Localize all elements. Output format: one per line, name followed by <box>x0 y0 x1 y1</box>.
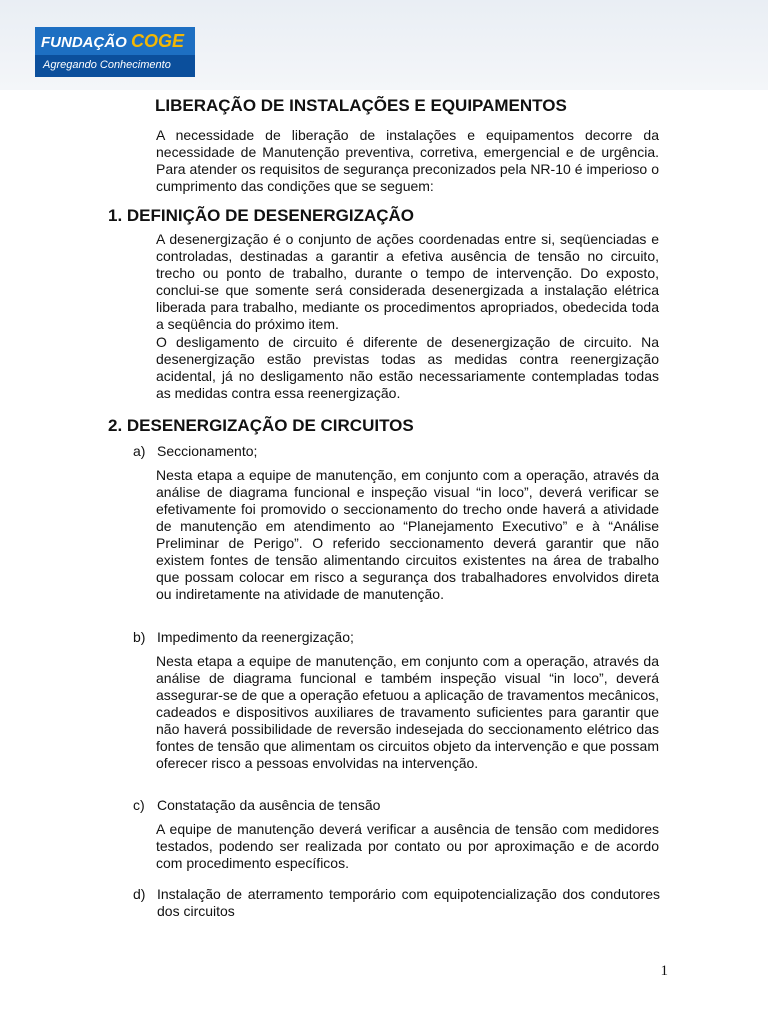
document-title: LIBERAÇÃO DE INSTALAÇÕES E EQUIPAMENTOS <box>155 96 567 115</box>
item-c-paragraph: A equipe de manutenção deverá verificar a ausência de tensão com medidores testados, podendo ser realizada por contato ou por aproximação e de acordo com procedimento específicos. <box>156 821 659 871</box>
item-d-label <box>133 886 673 920</box>
section-2-heading: 2. DESENERGIZAÇÃO DE CIRCUITOS <box>108 416 414 435</box>
item-a-label <box>133 443 673 460</box>
item-b-marker: b) <box>133 629 146 645</box>
section-1-paragraph-1: A desenergização é o conjunto de ações coordenadas entre si, seqüenciadas e controladas, destinadas a garantir a efetiva ausência de tensão no circuito, trecho ou ponto de trabalho, durante o tempo de intervenção. Do exposto, conclui-se que somente será considerada desenergizada a instalação elétrica liberada para trabalho, mediante os procedimentos apropriados, obedecida toda a seqüência do próximo item. <box>156 231 659 332</box>
intro-paragraph: A necessidade de liberação de instalações e equipamentos decorre da necessidade de Manutenção preventiva, corretiva, emergencial e de urgência. Para atender os requisitos de segurança preconizados pela NR-10 é imperioso o cumprimento das condições que se seguem: <box>156 127 659 194</box>
item-a-paragraph: Nesta etapa a equipe de manutenção, em conjunto com a operação, através da análise de diagrama funcional e inspeção visual “in loco”, deverá verificar se efetivamente foi promovido o seccionamento do trecho onde haverá a atividade de manutenção em atendimento ao “Planejamento Executivo” e à “Análise Preliminar de Perigo”. O referido seccionamento deverá garantir que não existem fontes de tensão alimentando circuitos existentes na área de trabalho que possam colocar em risco a segurança dos trabalhadores envolvidos direta ou indiretamente na atividade de manutenção. <box>156 467 659 602</box>
section-1-heading: 1. DEFINIÇÃO DE DESENERGIZAÇÃO <box>108 206 415 225</box>
item-c-label <box>133 797 673 814</box>
section-1-paragraph-2: O desligamento de circuito é diferente de desenergização de circuito. Na desenergização estão previstas todas as medidas contra reenergização acidental, já no desligamento não estão necessariamente contempladas todas as medidas contra essa reenergização. <box>156 334 659 401</box>
item-c-title: Constatação da ausência de tensão <box>157 797 381 813</box>
page-number: 1 <box>660 963 668 979</box>
item-c-marker: c) <box>133 797 145 813</box>
item-a-marker: a) <box>133 443 146 459</box>
item-d-title: Instalação de aterramento temporário com equipotencialização dos condutores dos circuitos <box>157 886 660 919</box>
logo-name-part1: FUNDAÇÃO <box>41 34 127 51</box>
logo-name <box>35 27 195 55</box>
item-b-title: Impedimento da reenergização; <box>157 629 354 645</box>
page-header <box>0 0 768 90</box>
item-b-paragraph: Nesta etapa a equipe de manutenção, em conjunto com a operação, através da análise de diagrama funcional e também inspeção visual “in loco”, deverá assegurar-se de que a operação efetuou a aplicação de travamentos mecânicos, cadeados e dispositivos auxiliares de travamento suficientes para garantir que não haverá possibilidade de reversão indesejada do seccionamento elétrico das fontes de tensão que alimentam os circuitos objeto da intervenção e que possam oferecer risco a pessoas envolvidas na intervenção. <box>156 653 659 771</box>
logo-tagline: Agregando Conhecimento <box>35 55 195 77</box>
item-b-label <box>133 629 673 646</box>
item-a-title: Seccionamento; <box>157 443 258 459</box>
logo-name-part2: COGE <box>131 31 185 51</box>
item-d-marker: d) <box>133 886 146 902</box>
fundacao-coge-logo <box>35 27 195 77</box>
